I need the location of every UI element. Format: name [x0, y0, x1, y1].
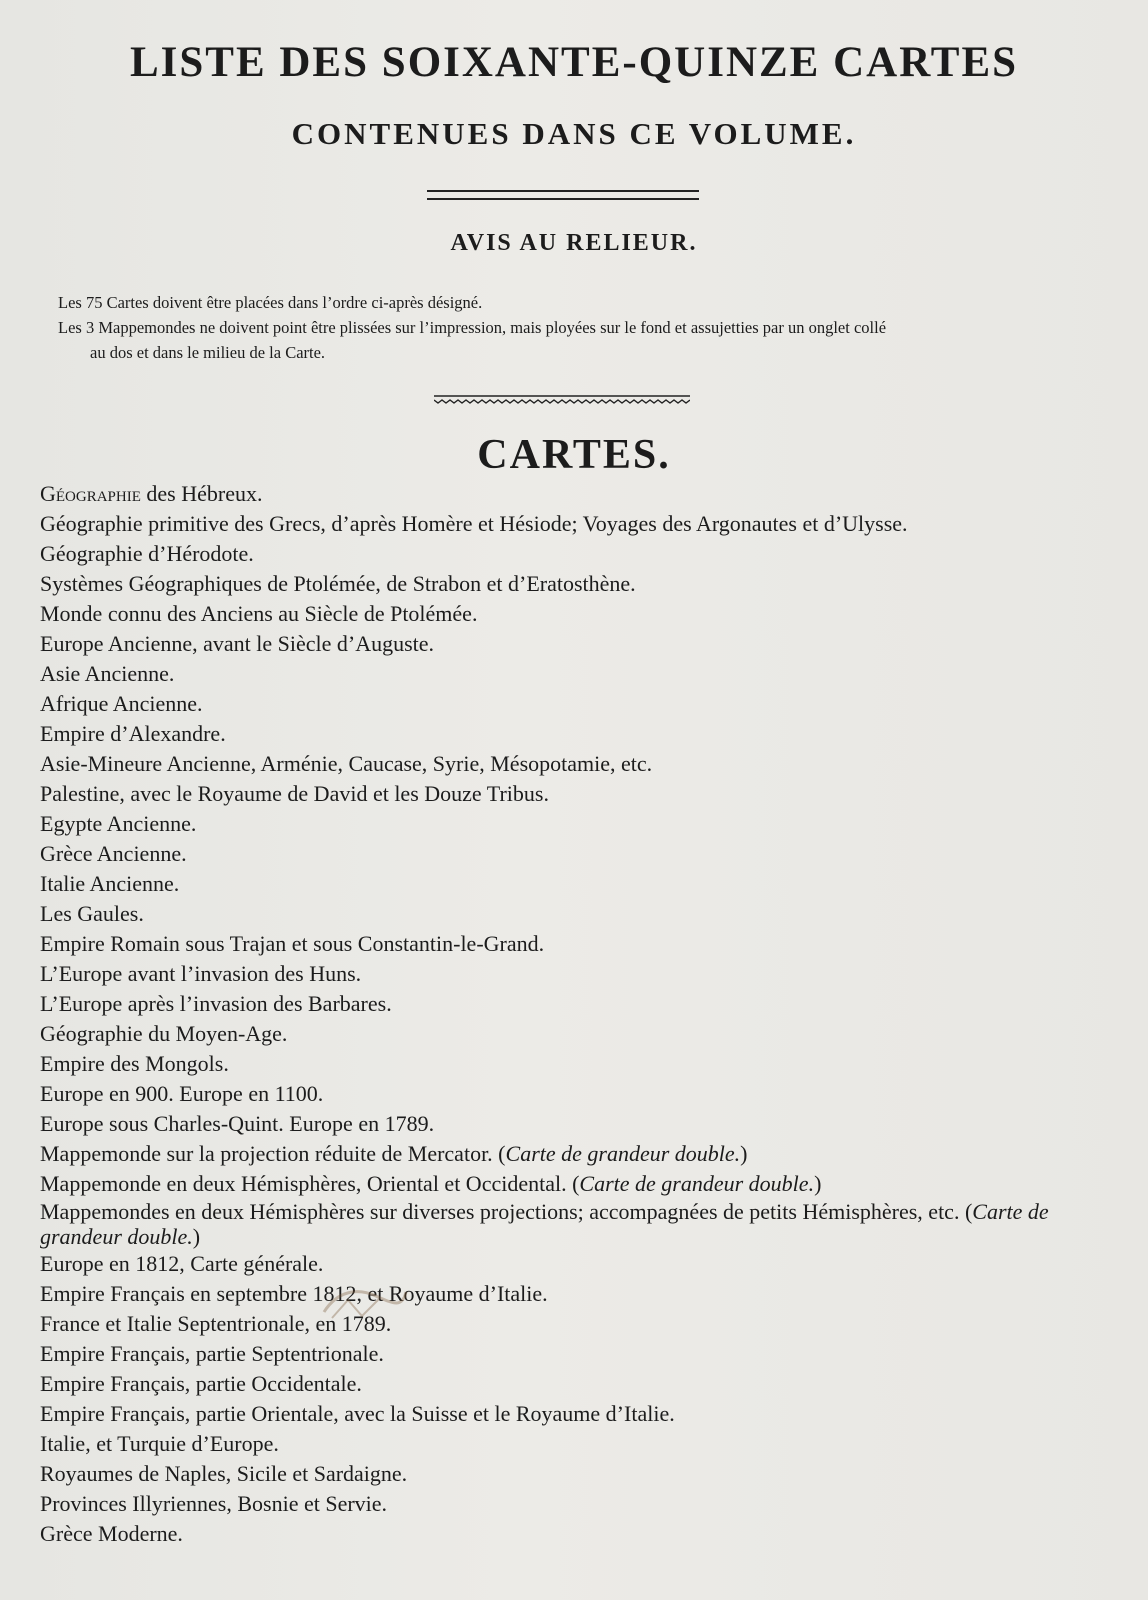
list-item-text: Géographie: [40, 481, 141, 506]
list-item: Empire Français, partie Orientale, avec la Suisse et le Royaume d’Italie.: [40, 1401, 675, 1426]
list-item: Asie-Mineure Ancienne, Arménie, Caucase, Syrie, Mésopotamie, etc.: [40, 751, 653, 776]
list-item: Italie Ancienne.: [40, 871, 180, 896]
list-item-note: Carte de grandeur double.: [579, 1171, 815, 1196]
list-item-text: des Hébreux.: [140, 481, 263, 506]
list-item: Empire Romain sous Trajan et sous Constantin-le-Grand.: [40, 931, 545, 956]
list-item: France et Italie Septentrionale, en 1789.: [40, 1311, 392, 1336]
wavy-rule-divider: [434, 394, 690, 404]
list-item: Royaumes de Naples, Sicile et Sardaigne.: [40, 1461, 408, 1486]
list-item-note: Carte de grandeur double.: [40, 1199, 1049, 1249]
list-item: L’Europe avant l’invasion des Huns.: [40, 961, 362, 986]
list-item: Grèce Moderne.: [40, 1521, 183, 1546]
avis-paragraph: [58, 290, 1083, 365]
avis-line: au dos et dans le milieu de la Carte.: [90, 343, 326, 362]
list-item: Empire Français en septembre 1812, et Royaume d’Italie.: [40, 1281, 548, 1306]
list-item: Egypte Ancienne.: [40, 811, 197, 836]
list-item: Empire Français, partie Occidentale.: [40, 1371, 362, 1396]
list-item-text: ): [740, 1141, 748, 1166]
list-item: Géographie primitive des Grecs, d’après Homère et Hésiode; Voyages des Argonautes et d’Ulysse.: [40, 511, 908, 536]
list-item: Grèce Ancienne.: [40, 841, 187, 866]
list-item: Europe en 1812, Carte générale.: [40, 1251, 324, 1276]
list-item: Empire Français, partie Septentrionale.: [40, 1341, 384, 1366]
avis-line: Les 3 Mappemondes ne doivent point être plissées sur l’impression, mais ployées sur le fond et assujetties par un onglet collé: [58, 318, 887, 337]
list-item: Asie Ancienne.: [40, 661, 175, 686]
list-item-text: ): [814, 1171, 822, 1196]
ink-stamp-mark: [318, 1282, 410, 1322]
avis-line: Les 75 Cartes doivent être placées dans l’ordre ci-après désigné.: [58, 293, 483, 312]
list-item: [40, 1169, 1110, 1199]
page-title: LISTE DES SOIXANTE-QUINZE CARTES: [129, 39, 1019, 86]
cartes-heading: CARTES.: [477, 432, 671, 478]
list-item: Les Gaules.: [40, 901, 144, 926]
list-item: Géographie d’Hérodote.: [40, 541, 254, 566]
list-item: Provinces Illyriennes, Bosnie et Servie.: [40, 1491, 388, 1516]
list-item: [40, 479, 1110, 509]
list-item: Europe sous Charles-Quint. Europe en 1789.: [40, 1111, 435, 1136]
list-item-text: ): [192, 1224, 201, 1249]
list-item: Empire des Mongols.: [40, 1051, 229, 1076]
list-item-text: Mappemondes en deux Hémisphères sur diverses projections; accompagnées de petits Hémisphères, etc. (: [40, 1199, 973, 1224]
list-item: [40, 1199, 1110, 1249]
list-item: L’Europe après l’invasion des Barbares.: [40, 991, 392, 1016]
list-item: Monde connu des Anciens au Siècle de Ptolémée.: [40, 601, 478, 626]
avis-heading: AVIS AU RELIEUR.: [450, 230, 698, 256]
page-subtitle: CONTENUES DANS CE VOLUME.: [291, 116, 857, 151]
list-item-text: Mappemonde sur la projection réduite de Mercator. (: [40, 1141, 506, 1166]
map-list: [40, 479, 1110, 1549]
list-item: Italie, et Turquie d’Europe.: [40, 1431, 279, 1456]
list-item: Europe en 900. Europe en 1100.: [40, 1081, 324, 1106]
list-item-note: Carte de grandeur double.: [505, 1141, 741, 1166]
list-item: Afrique Ancienne.: [40, 691, 203, 716]
list-item-text: Mappemonde en deux Hémisphères, Oriental et Occidental. (: [40, 1171, 580, 1196]
double-rule-divider: [427, 190, 699, 200]
list-item: Europe Ancienne, avant le Siècle d’Auguste.: [40, 631, 435, 656]
list-item: Systèmes Géographiques de Ptolémée, de Strabon et d’Eratosthène.: [40, 571, 636, 596]
list-item: Palestine, avec le Royaume de David et les Douze Tribus.: [40, 781, 549, 806]
list-item: Géographie du Moyen-Age.: [40, 1021, 288, 1046]
list-item: Empire d’Alexandre.: [40, 721, 226, 746]
list-item: [40, 1139, 1110, 1169]
